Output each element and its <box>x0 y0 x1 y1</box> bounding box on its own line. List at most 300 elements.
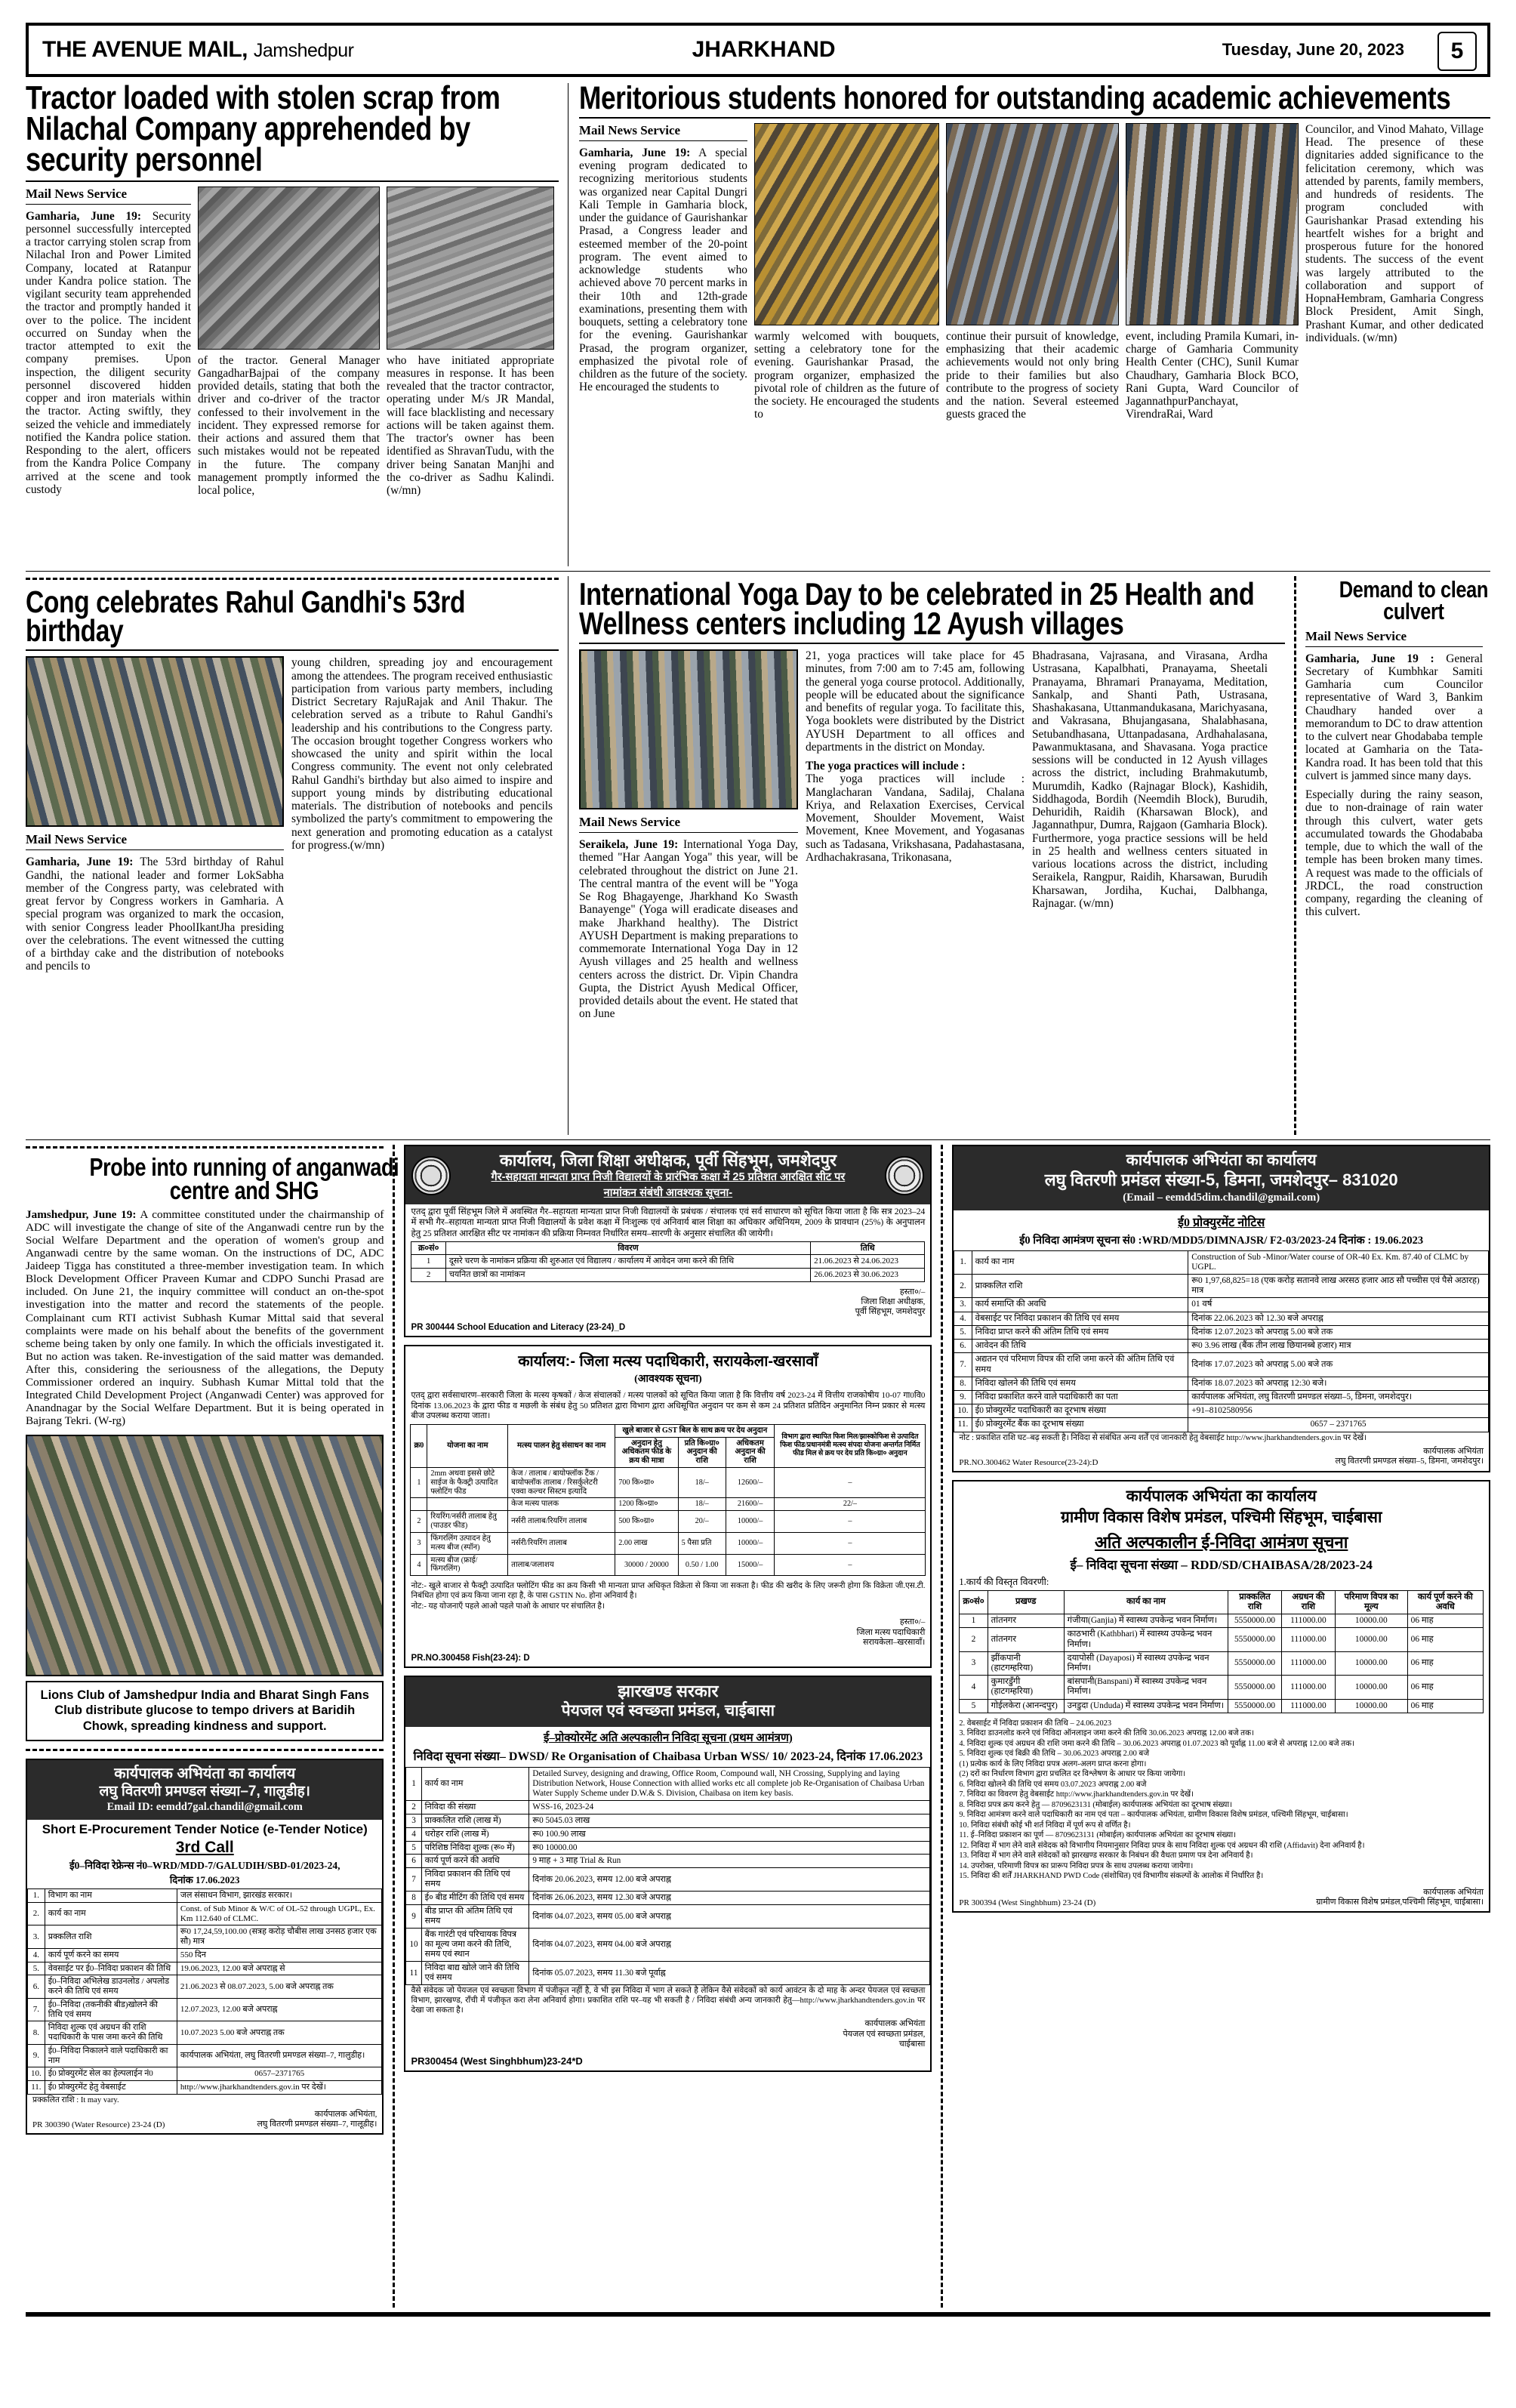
tractor-col-2 <box>198 187 387 587</box>
list-item: (2) दरों का निर्धारण विभाग द्वारा प्रचलित दर विश्लेषण के आधार पर किया जायेगा। <box>959 1770 1186 1779</box>
table-cell: Construction of Sub -Minor/Water course of OR-40 Ex. Km. 87.40 of CLMC by UGPL. <box>1188 1250 1489 1274</box>
list-item: 14. उपरोक्त, परिमाणी विपत्र का प्रारूप निविदा प्रपत्र के साथ उपलब्ध कराया जायेगा। <box>959 1861 1194 1870</box>
top-zone <box>26 79 1490 566</box>
table-row <box>960 1651 1484 1675</box>
ad-mdd7-footer-note: प्रक्कलित राशि : It may vary. <box>32 2095 119 2104</box>
table-row <box>954 1274 1489 1297</box>
ad-dwsd-sign-2: पेयजल एवं स्वच्छता प्रमंडल, <box>843 2029 926 2039</box>
lions-club-photo <box>26 1435 384 1676</box>
table-cell: बीड प्राप्त की अंतिम तिथि एवं समय <box>421 1905 529 1929</box>
ad-mdd5-table-body <box>954 1250 1489 1432</box>
table-cell: गोईलकेरा (आनन्दपुर) <box>988 1699 1064 1713</box>
article-yoga <box>568 576 1294 1135</box>
table-cell: ई0 प्रोक्युरमेंट पदाधिकारी का दूरभाष संख्या <box>972 1404 1188 1418</box>
dashed-divider <box>26 1749 384 1751</box>
table-header-cell: क्र०सं० <box>960 1590 988 1614</box>
table-cell: 10000.00 <box>1335 1676 1407 1699</box>
table-cell: Detailed Survey, designing and drawing, Office Room, Compound wall, NH Crossing, Supplying and laying Distribution Network, House Connection with allied works etc all complete job Re-Organisation of Chaibasa Urban Water Supply Scheme under D.W.& S. Division, Chaibasa on item key basis. <box>529 1767 930 1800</box>
ad-fish-notes <box>405 1580 930 1614</box>
dateline: Gamharia, June 19: <box>26 856 134 869</box>
cong-col-1 <box>26 656 291 1109</box>
table-row <box>28 1962 382 1975</box>
table-cell: – <box>775 1532 926 1554</box>
table-cell: दूसरे चरण के नामांकन प्रक्रिया की शुरुआत एवं विद्यालय / कार्यालय में आवेदन जमा करने की तिथि <box>445 1255 810 1269</box>
lions-club-caption: Lions Club of Jamshedpur India and Bharat Singh Fans Club distribute glucose to tempo drivers at Baridih Chowk, spreading kindness and support. <box>26 1681 384 1741</box>
list-item: 3. निविदा डाउनलोड करने एवं निविदा ऑनलाइन जमा करने की तिथि 30.06.2023 अपराह्न 12.00 बजे तक। <box>959 1729 1255 1738</box>
ad-dwsd-sign-1: कार्यपालक अभियंता <box>864 2019 926 2029</box>
table-cell: 5550000.00 <box>1228 1651 1282 1675</box>
table-cell: 2. <box>28 1902 45 1925</box>
table-cell: प्राक्कलित राशि <box>972 1274 1188 1297</box>
table-cell: 5 पैसा प्रति <box>678 1532 726 1554</box>
table-row <box>411 1498 926 1511</box>
table-cell: रू0 5045.03 लाख <box>529 1814 930 1827</box>
table-cell: 4. <box>28 1948 45 1962</box>
table-cell: 8 <box>406 1892 421 1905</box>
table-cell: दिनांक 18.07.2023 को अपराह्न 12:30 बजे। <box>1188 1377 1489 1390</box>
table-cell: निविदा प्रकाशन की तिथि एवं समय <box>421 1868 529 1892</box>
table-cell: 111000.00 <box>1281 1676 1335 1699</box>
table-row <box>960 1699 1484 1713</box>
th: मत्स्य पालन हेतु संसाधन का नाम <box>508 1424 615 1467</box>
table-cell: 06 माह <box>1407 1699 1483 1713</box>
table-header-cell: अग्रधन की राशि <box>1281 1590 1335 1614</box>
meritorious-col4-text: event, including Pramila Kumari, in-charge of Gamharia Community Health Center (CHC), Sunil Kumar Chaudhary, Gamharia Block BCO, Rani Gupta, Ward Councilor of JagannathpurPanchayat, VirendraRai, Ward <box>1126 329 1299 421</box>
table-cell: रू0 10000.00 <box>529 1841 930 1855</box>
table-row <box>411 1255 925 1269</box>
ad-mdd5-table <box>954 1250 1489 1432</box>
yoga-photo <box>579 649 798 809</box>
ad-dse-sign-1: हस्ता०/– <box>899 1287 926 1296</box>
th: प्रति कि०ग्रा० अनुदान की राशि <box>678 1437 726 1467</box>
table-cell: निविदा प्रकाशित करने वाले पदाधिकारी का पता <box>972 1390 1188 1404</box>
table-row <box>954 1340 1489 1353</box>
table-cell: दिनांक 04.07.2023, समय 05.00 बजे अपराह्न <box>529 1905 930 1929</box>
table-cell: 1200 कि०ग्रा० <box>615 1498 678 1511</box>
yoga-col-2 <box>806 649 1032 1133</box>
table-cell: प्रक्कलित राशि <box>45 1925 177 1949</box>
ad-fish-header-line1: कार्यालय:- जिला मत्स्य पदाधिकारी, सरायकेला-खरसावाँ <box>518 1353 818 1370</box>
ad-dse-para: एतद् द्वारा पूर्वी सिंहभूम जिले में अवस्थित गैर–सहायता मान्यता प्राप्त निजी विद्यालयों के प्रबंधक / संचालक एवं सर्व साधारण को सूचित किया जाता है कि सत्र 2023–24 में सभी गैर–सहायता मान्यता प्राप्त निजी विद्यालयों के प्रवेश कक्षा में निःशुल्क एवं अनिवार्य बाल शिक्षा का अधिकार अधिनियम, 2009 के प्रावधान (25%) के अनुपालन हेतु 25 प्रतिशत आरक्षित सीट पर नामांकन की प्रक्रिया निम्नवत निर्धारित समय–सारणी के अनुसार संचालित की जायेगी। <box>411 1207 926 1238</box>
table-cell: 10000/– <box>726 1511 775 1533</box>
meritorious-col3-text: continue their pursuit of knowledge, emphasizing that their academic achievements would not only bring pride to their families but also contribute to the progress of society and the nation. Several esteemed guests graced the <box>946 329 1119 421</box>
ad-rdd-sign-1: कार्यपालक अभियंता <box>1423 1887 1484 1897</box>
th: खुले बाजार से GST बिल के साथ क्रय पर देय अनुदान <box>615 1424 775 1437</box>
table-cell <box>411 1498 427 1511</box>
ad-dwsd <box>404 1676 932 2072</box>
table-cell: 10000.00 <box>1335 1614 1407 1628</box>
list-item: 7. निविदा का विवरण हेतु वेबसाईट http://www.jharkhandtenders.gov.in पर देखें। <box>959 1790 1194 1799</box>
list-item: 12. निविदा में भाग लेने वाले संवेदक को विभागीय नियमानुसार निविदा प्रपत्र के साथ निविदा शुल्क एवं अग्रधन की राशि (Affidavit) देना अनिवार्य है। <box>959 1841 1365 1850</box>
table-cell: 5. <box>28 1962 45 1975</box>
ad-dwsd-footer-note: वैसे संवेदक जो पेयजल एवं स्वच्छता विभाग में पंजीकृत नहीं है, वे भी इस निविदा में भाग ले सकते है लेकिन वैसे संवेदकों को कार्य आवंटन के दो माह के अन्दर पेयजल एवं स्वच्छता विभाग, झारखण्ड, राँची में पंजीकृत करा लेना अनिवार्य होगा। प्रकाशित राशि पर–यह भी सकती है / निविदा संबंधी अन्य जानकारी हेतु—http://www.jharkhandtenders.gov.in पर देखा जा सकता है। <box>411 1987 926 2015</box>
ad-fish <box>404 1345 932 1667</box>
ad-rdd-footer <box>954 1885 1489 1911</box>
ad-dse-table <box>411 1241 925 1282</box>
table-cell: झींकपानी (हाटगम्हरिया) <box>988 1651 1064 1675</box>
emblem-seal-right-icon <box>885 1156 924 1195</box>
table-cell: +91–8102580956 <box>1188 1404 1489 1418</box>
table-header-cell: तिथि <box>811 1241 925 1255</box>
yoga-col-3 <box>1032 649 1268 1133</box>
table-row <box>954 1418 1489 1432</box>
table-cell: 500 कि०ग्रा० <box>615 1511 678 1533</box>
article-tractor <box>26 79 568 566</box>
table-cell: 111000.00 <box>1281 1628 1335 1651</box>
bottom-rule <box>26 2312 1490 2317</box>
th: विभाग द्वारा स्थापित फिश मिल/झास्कोफिश से उत्पादित फिश फीड/प्रधानमंत्री मत्स्य संपदा योजना अन्तर्गत निर्मित फीड मिल से क्रय पर देय प्रति कि०ग्रा० अनुदान <box>775 1424 926 1467</box>
table-row <box>406 1868 930 1892</box>
ad-fish-pr: PR.NO.300458 Fish(23-24): D <box>411 1653 530 1663</box>
th: अधिकतम अनुदान की राशि <box>726 1437 775 1467</box>
table-cell: 11. <box>28 2081 45 2095</box>
table-header-cell: प्रखण्ड <box>988 1590 1064 1614</box>
table-cell: 20/– <box>678 1511 726 1533</box>
ad-rdd-signature <box>1316 1888 1484 1907</box>
table-row <box>28 2021 382 2045</box>
table-cell: 10 <box>406 1929 421 1962</box>
table-cell: कार्य समाप्ति की अवधि <box>972 1298 1188 1312</box>
table-cell: निविदा खोलने की तिथि एवं समय <box>972 1377 1188 1390</box>
table-row <box>411 1511 926 1533</box>
table-cell: 10000.00 <box>1335 1699 1407 1713</box>
list-item: 6. निविदा खोलने की तिथि एवं समय 03.07.2023 अपराह्न 2.00 बजे <box>959 1780 1147 1789</box>
ad-mdd7 <box>26 1749 384 2135</box>
table-cell: कार्य का नाम <box>45 1902 177 1925</box>
article-culvert-headline: Demand to clean culvert <box>1339 576 1488 624</box>
table-cell: 21600/– <box>726 1498 775 1511</box>
lower-center-column <box>393 1145 941 2308</box>
table-cell: 9 <box>406 1905 421 1929</box>
table-cell: 10.07.2023 5.00 बजे अपराह्न तक <box>177 2021 382 2045</box>
ad-mdd7-sign-2: लघु वितरणी प्रमण्डल संख्या–7, गालूडीह। <box>257 2119 377 2129</box>
table-cell: ई0 प्रोक्युरमेंट बैंक का दूरभाष संख्या <box>972 1418 1188 1432</box>
dashed-divider <box>26 1146 384 1149</box>
table-cell: 5550000.00 <box>1228 1614 1282 1628</box>
list-item: 13. निविदा में भाग लेने वाले संवेदकों को झारखण्ड सरकार के निबंधन की वैधता प्रमाण पत्र देना अनिवार्य है। <box>959 1851 1253 1861</box>
byline: Mail News Service <box>1305 629 1483 647</box>
table-cell: परिशिष्ठ निविदा शुल्क (रू० में) <box>421 1841 529 1855</box>
table-row <box>28 1889 382 1903</box>
table-cell: 6 <box>406 1855 421 1868</box>
table-cell: 06 माह <box>1407 1676 1483 1699</box>
ad-fish-sign-2: जिला मत्स्य पदाधिकारी <box>856 1627 926 1637</box>
table-cell: 7. <box>28 1998 45 2021</box>
table-cell: 30000 / 20000 <box>615 1554 678 1576</box>
ad-dse-footer <box>405 1285 930 1321</box>
ad-dwsd-header <box>405 1677 930 1727</box>
table-row <box>406 1827 930 1841</box>
table-cell: 6. <box>954 1340 972 1353</box>
table-row <box>406 1962 930 1985</box>
th: अनुदान हेतु अधिकतम फीड के क्रय की मात्रा <box>615 1437 678 1467</box>
table-row <box>954 1390 1489 1404</box>
table-cell: दिनांक 04.07.2023, समय 04.00 बजे अपराह्न <box>529 1929 930 1962</box>
table-cell: 9. <box>28 2044 45 2067</box>
ad-mdd7-title: Short E-Procurement Tender Notice (e-Tender Notice) <box>42 1822 368 1837</box>
table-cell: 3. <box>954 1298 972 1312</box>
table-cell: कार्य पूर्ण करने का समय <box>45 1948 177 1962</box>
table-row <box>406 1855 930 1868</box>
table-row <box>28 1975 382 1999</box>
table-cell: 10000.00 <box>1335 1651 1407 1675</box>
ad-mdd7-box <box>26 1759 384 2135</box>
table-row <box>406 1905 930 1929</box>
masthead-title <box>29 37 353 63</box>
table-cell: 9 माह + 3 माह Trial & Run <box>529 1855 930 1868</box>
list-item: 15. निविदा की शर्तें JHARKHAND PWD Code (संशोधित) एवं विभागीय संकल्पों के आलोक में निर्धारित है। <box>959 1872 1264 1881</box>
table-cell: दिनांक 26.06.2023, समय 12.30 बजे अपराह्न <box>529 1892 930 1905</box>
list-item: 9. निविदा आमंत्रण करने वाले पदाधिकारी का नाम एवं पता – कार्यपालक अभियंता, ग्रामीण विकास विशेष प्रमंडल, पश्चिमी सिंहभूम, चाईबासा। <box>959 1811 1348 1820</box>
table-cell: 2 <box>960 1628 988 1651</box>
ad-fish-table-body <box>411 1468 926 1576</box>
table-cell: कुमारडुँगी (हाटगम्हरिया) <box>988 1676 1064 1699</box>
masthead-paper-name: THE AVENUE MAIL, <box>42 37 248 62</box>
table-cell: 22/– <box>775 1498 926 1511</box>
ad-mdd5-header <box>954 1146 1489 1210</box>
table-cell: 111000.00 <box>1281 1651 1335 1675</box>
table-cell: 3 <box>411 1532 427 1554</box>
table-cell: 8. <box>28 2021 45 2045</box>
th: क्र0 <box>411 1424 427 1467</box>
table-cell: 1 <box>960 1614 988 1628</box>
tractor-col-1 <box>26 187 198 587</box>
table-cell: 4 <box>411 1554 427 1576</box>
table-cell: 9. <box>954 1390 972 1404</box>
table-cell: – <box>775 1511 926 1533</box>
table-row <box>28 1925 382 1949</box>
table-cell: प्राक्कलित राशि (लाख में) <box>421 1814 529 1827</box>
byline: Mail News Service <box>579 815 798 833</box>
culvert-col1-text: Gamharia, June 19 : General Secretary of Kumbhkar Samiti Gamharia cum Councilor representative of Ward 3, Bankim Chaudhary handed over a memorandum to DC to draw attention to the culvert near Ghodababa temple located at Gamharia on the Tata-Kandra road. It has been told that this culvert is jammed since many days. <box>1305 652 1483 782</box>
table-row <box>28 1948 382 1962</box>
ad-dse-header <box>405 1146 930 1204</box>
table-cell: काठभारी (Kathbhari) में स्वास्थ्य उपकेन्द्र भवन निर्माण। <box>1064 1628 1228 1651</box>
table-cell: 1. <box>954 1250 972 1274</box>
table-row <box>406 1841 930 1855</box>
dateline: Gamharia, June 19: <box>579 146 691 159</box>
cong-col2-text: young children, spreading joy and encouragement among the attendees. The program received enthusiastic participation from various party members, including District Secretary RajuRajak and Anil Thakur. The celebration served as a tribute to Rahul Gandhi's leadership and his contributions to the Congress party. The occasion brought together Congress workers who showcased the unity and spirit within the local Congress community. The event not only celebrated Rahul Gandhi's birthday but also aimed to inspire and support young minds by distributing educational materials. The distribution of notebooks and pencils symbolized the party's commitment to empowering the next generation and promoting education as a catalyst for progress.(w/mn) <box>291 656 553 852</box>
masthead-date: Tuesday, June 20, 2023 <box>1222 40 1404 59</box>
table-cell: 5550000.00 <box>1228 1628 1282 1651</box>
ad-mdd7-ref-date: दिनांक 17.06.2023 <box>169 1874 240 1886</box>
table-row <box>28 1902 382 1925</box>
table-cell: 700 कि०ग्रा० <box>615 1468 678 1498</box>
meritorious-col1-text: Gamharia, June 19: A special evening program dedicated to recognizing meritorious students was organized near Capital Dungri Kali Temple in Gamharia block, under the guidance of Gaurishankar Prasad, a Congress leader and esteemed member of the 20-point program. The event aimed to acknowledge students who achieved above 70 percent marks in their 10th and 12th-grade examinations, presenting them with bouquets, setting a celebratory tone for the evening. Gaurishankar Prasad, the program organizer, emphasized the pivotal role of children as the future of the society. He encouraged the students to <box>579 146 747 394</box>
table-header-cell: क्र०सं० <box>411 1241 445 1255</box>
lions-club-block <box>26 1435 384 1741</box>
ad-rdd-table-head <box>960 1590 1484 1614</box>
ad-mdd7-call: 3rd Call <box>175 1839 234 1857</box>
table-cell: दिनांक 12.07.2023 को अपराह्न 5.00 बजे तक <box>1188 1325 1489 1339</box>
table-cell: 550 दिन <box>177 1948 382 1962</box>
hr <box>579 117 1490 119</box>
table-row <box>406 1767 930 1800</box>
yoga-col-1 <box>579 649 806 1133</box>
ad-fish-footer <box>405 1615 930 1651</box>
ad-fish-header-line2: (आवश्यक सूचना) <box>634 1374 702 1386</box>
table-row <box>411 1269 925 1282</box>
table-cell: चयनित छात्रों का नामांकन <box>445 1269 810 1282</box>
ad-mdd7-pr: PR 300390 (Water Resource) 23-24 (D) <box>32 2120 165 2129</box>
table-row <box>954 1250 1489 1274</box>
table-row <box>411 1532 926 1554</box>
masthead-city: Jamshedpur <box>253 40 354 61</box>
table-row <box>28 2081 382 2095</box>
hr <box>579 643 1285 644</box>
table-cell: 5 <box>960 1699 988 1713</box>
ad-fish-table-head <box>411 1424 926 1467</box>
article-meritorious-headline: Meritorious students honored for outstanding academic achievements <box>579 80 1451 116</box>
ad-dwsd-sign-3: चाईबासा <box>898 2039 926 2049</box>
article-anganwadi-headline: Probe into running of anganwadi centre and SHG <box>89 1153 399 1204</box>
ad-dwsd-table <box>405 1767 930 1986</box>
tractor-photo <box>198 187 380 350</box>
table-row <box>411 1554 926 1576</box>
table-cell: 2 <box>411 1511 427 1533</box>
ad-dwsd-signature <box>843 2019 925 2049</box>
table-cell: 06 माह <box>1407 1651 1483 1675</box>
table-cell: 0657 – 2371765 <box>1188 1418 1489 1432</box>
ad-mdd7-sign-1: कार्यपालक अभियंता, <box>314 2109 377 2119</box>
table-cell: रियरिंग/नर्सरी तालाब हेतु (पाउडर फीड) <box>427 1511 508 1533</box>
ad-rdd-sign-2: ग्रामीण विकास विशेष प्रमंडल,पश्चिमी सिंहभूम, चाईबासा। <box>1316 1897 1484 1907</box>
ad-mdd5-header-line1: कार्यपालक अभियंता का कार्यालय <box>1126 1152 1317 1169</box>
table-cell: 5. <box>954 1325 972 1339</box>
table-cell: दिनांक 22.06.2023 को 12.30 बजे अपराह्न <box>1188 1312 1489 1325</box>
table-cell: 0.50 / 1.00 <box>678 1554 726 1576</box>
table-cell: तालाब/जलाशय <box>508 1554 615 1576</box>
table-cell: 10000.00 <box>1335 1628 1407 1651</box>
table-row <box>960 1614 1484 1628</box>
table-cell: 7. <box>954 1353 972 1377</box>
dateline: Jamshedpur, June 19: <box>26 1208 137 1222</box>
table-cell: कार्य का नाम <box>972 1250 1188 1274</box>
middle-zone <box>26 576 1490 1135</box>
table-row <box>960 1628 1484 1651</box>
ad-dwsd-sub1: ई–प्रोक्योरमेंट अति अल्पकालीन निविदा सूचना (प्रथम आमंत्रण) <box>543 1731 793 1744</box>
lower-left-column <box>26 1145 399 2308</box>
divider <box>26 1139 1490 1140</box>
table-row <box>954 1404 1489 1418</box>
ad-rdd <box>952 1480 1490 1913</box>
byline: Mail News Service <box>26 187 191 205</box>
list-item: 8. निविदा प्रपत्र क्रय करने हेतु — 8709623131 (मोबाईल) कार्यपालक अभियंता का दूरभाष संख्या। <box>959 1800 1233 1809</box>
table-cell: रू0 100.90 लाख <box>529 1827 930 1841</box>
ad-mdd7-footer <box>27 2107 382 2133</box>
ad-mdd5-header-line3: (Email – eemdd5dim.chandil@gmail.com) <box>1123 1191 1320 1204</box>
table-header-row <box>960 1590 1484 1614</box>
table-cell: 2mm अथवा इससे छोटे साईज के फैक्ट्री उत्पादित फ्लोटिंग फीड <box>427 1468 508 1498</box>
meritorious-photo-1 <box>754 123 939 325</box>
table-cell: केज मत्स्य पालक <box>508 1498 615 1511</box>
table-cell: अद्यतन एवं परिमाण विपत्र की राशि जमा करने की अंतिम तिथि एवं समय <box>972 1353 1188 1377</box>
table-row <box>960 1676 1484 1699</box>
table-cell: 21.06.2023 से 08.07.2023, 5.00 बजे अपराह्न तक <box>177 1975 382 1999</box>
table-cell: निविदा प्राप्त करने की अंतिम तिथि एवं समय <box>972 1325 1188 1339</box>
table-header-cell: विवरण <box>445 1241 810 1255</box>
list-item: नोट:- खुले बाजार से फैक्ट्री उत्पादित फ्लोटिंग फीड का क्रय किसी भी मान्यता प्राप्त अधिकृत विक्रेता से किया जा सकता है। फीड की खरीद के लिए जरूरी होगा कि विक्रेता जी.एस.टी. निबंधित होगा एवं क्रय किया जाना रहा है, के पास GSTIN No. होना अनिवार्य है। <box>411 1582 926 1600</box>
table-cell: 111000.00 <box>1281 1699 1335 1713</box>
ad-rdd-pr: PR 300394 (West Singhbhum) 23-24 (D) <box>959 1898 1096 1907</box>
yoga-col1-text: Seraikela, June 19: International Yoga Day, themed "Har Aangan Yoga" this year, will be celebrated throughout the district on June 21. The central mantra of the event will be "Yoga Se Rog Bhagayenge, Jharkhand Ko Swasth Banayenge" (Yoga will eradicate diseases and make Jharkhand healthy). The District AYUSH Department is making preparations to commemorate International Yoga Day in 12 Ayush villages and 25 health and wellness centers across the district. Dr. Vipin Chandra Gupta, the District Ayush Medical Officer, provided details about the event. He stated that on June <box>579 838 798 1021</box>
ad-dwsd-header-line1: झारखण्ड सरकार <box>618 1681 719 1700</box>
ad-fish-head-row-1 <box>411 1424 926 1437</box>
table-cell: 3 <box>960 1651 988 1675</box>
table-cell: 10. <box>28 2067 45 2081</box>
tractor-col2-text: of the tractor. General Manager GangadharBajpai of the company provided details, stating that both the driver and co-driver of the tractor confessed to their involvement in the incident. They expressed remorse for their actions and assured them that such mistakes would not be repeated in the future. The company management promptly informed the local police, <box>198 353 380 498</box>
article-tractor-headline: Tractor loaded with stolen scrap from Nilachal Company apprehended by security personnel <box>26 79 501 178</box>
table-cell: फिंगरलिंग उत्पादन हेतु मत्स्य बीज (स्पॉन) <box>427 1532 508 1554</box>
table-cell: 01 वर्ष <box>1188 1298 1489 1312</box>
ad-fish-para: एतद् द्वारा सर्वसाधारण–सरकारी जिला के मत्स्य कृषकों / केज संचालकों / मत्स्य पालकों को सूचित किया जाता है कि वित्तीय वर्ष 2023-24 में वित्तीय राजकोषीय 10-07 गा0वि0 दिनांक 13.06.2023 के द्वारा फीड व मछली के संबंध हेतु 50 प्रतिशत द्वारा विभाग द्वारा अधिसूचित अनुदान पर कम से कम 24 प्रतिशत प्रतिदिन अनुमानित निम्न प्रकार से मत्स्य बीज उपलब्ध कराया जाता। <box>411 1391 926 1421</box>
table-cell: केज / तालाब / बायोफ्लॉक टैंक / बायोफ्लॉक तालाब / रिसर्कुलेटरी एक्वा कल्चर सिस्टम इत्यादि <box>508 1468 615 1498</box>
table-cell: ई0 प्रोक्युरमेंट सेल का हेल्पलाईन नं0 <box>45 2067 177 2081</box>
table-cell: 15000/– <box>726 1554 775 1576</box>
table-cell: 2 <box>406 1800 421 1814</box>
ad-mdd5 <box>952 1145 1490 1472</box>
ad-rdd-header-line1: कार्यपालक अभियंता का कार्यालय <box>1126 1487 1317 1505</box>
ad-dwsd-pr: PR300454 (West Singhbhum)23-24*D <box>411 2055 583 2067</box>
ad-rdd-table <box>959 1590 1484 1713</box>
ad-mdd5-signature <box>1336 1447 1484 1466</box>
table-cell: 7 <box>406 1868 421 1892</box>
masthead <box>26 23 1490 77</box>
table-cell: – <box>775 1554 926 1576</box>
meritorious-col-1 <box>579 123 754 531</box>
table-cell: निविदा बाद्य खोले जाने की तिथि एवं समय <box>421 1962 529 1985</box>
table-cell: गंजीया(Ganjia) में स्वास्थ्य उपकेन्द्र भवन निर्माण। <box>1064 1614 1228 1628</box>
list-item: 10. निविदा संबंधी कोई भी शर्त निविदा में पूर्ण रूप से वर्णित है। <box>959 1821 1131 1830</box>
table-cell: 10000/– <box>726 1532 775 1554</box>
table-cell: 06 माह <box>1407 1628 1483 1651</box>
article-yoga-headline: International Yoga Day to be celebrated in 25 Health and Wellness centers including 12 Ayush villages <box>579 576 1255 642</box>
table-row <box>406 1814 930 1827</box>
table-row <box>954 1377 1489 1390</box>
ad-mdd7-table <box>27 1888 382 2095</box>
tractor-col3-text: who have initiated appropriate measures in response. It has been revealed that the tractor contractor, operating under M/s JR Mandal, will face blacklisting and necessary actions will be taken against them. The tractor's owner has been identified as ShravanTudu, with the driver being Sanatan Manjhi and the co-driver as Sadhu Kalindi.(w/mn) <box>387 353 554 498</box>
list-item: 5. निविदा शुल्क एवं बिक्री की तिथि – 30.06.2023 अपराह्न 2.00 बजे <box>959 1750 1150 1759</box>
masthead-section: JHARKHAND <box>692 37 836 62</box>
ad-dwsd-table-body <box>406 1767 930 1985</box>
ad-fish-sign-3: सरायकेला–खरसावाँ। <box>863 1637 926 1647</box>
ad-dse-table-body <box>411 1255 925 1282</box>
table-row <box>28 2067 382 2081</box>
ad-rdd-notes <box>954 1718 1489 1884</box>
ad-mdd5-sign-1: कार्यपालक अभियंता <box>1423 1447 1484 1457</box>
meritorious-col-2 <box>754 123 946 531</box>
table-cell: आवेदन की तिथि <box>972 1340 1188 1353</box>
byline: Mail News Service <box>579 123 747 141</box>
table-cell: 0657–2371765 <box>177 2067 382 2081</box>
table-cell: दयापोसी (Dayaposi) में स्वास्थ्य उपकेन्द्र भवन निर्माण। <box>1064 1651 1228 1675</box>
hr <box>26 649 559 651</box>
ad-mdd7-header-line2: लघु वितरणी प्रमण्डल संख्या–7, गालुडीह। <box>99 1783 310 1799</box>
cong-col-2 <box>291 656 553 1109</box>
table-cell: तांतनगर <box>988 1628 1064 1651</box>
ad-mdd5-pr: PR.NO.300462 Water Resource(23-24):D <box>959 1457 1098 1467</box>
tractor-photo-2 <box>387 187 554 350</box>
table-row <box>406 1800 930 1814</box>
table-cell: कार्यपालक अभियंता, लघु वितरणी प्रमण्डल संख्या–5, डिमना, जमशेदपुर। <box>1188 1390 1489 1404</box>
ad-dse-header-line2: गैर-सहायता मान्यता प्राप्त निजी विद्यालयों के प्रारंभिक कक्षा में 25 प्रतिशत आरक्षित सीट पर <box>491 1171 846 1184</box>
table-cell: 11 <box>406 1962 421 1985</box>
hr <box>26 180 559 182</box>
ad-mdd7-header <box>27 1760 382 1821</box>
ad-dse-header-line1: कार्यालय, जिला शिक्षा अधीक्षक, पूर्वी सिंहभूम, जमशेदपुर <box>499 1151 837 1170</box>
ad-rdd-sub1: अति अल्पकालीन ई-निविदा आमंत्रण सूचना <box>1094 1532 1348 1552</box>
table-cell: 1 <box>411 1255 445 1269</box>
